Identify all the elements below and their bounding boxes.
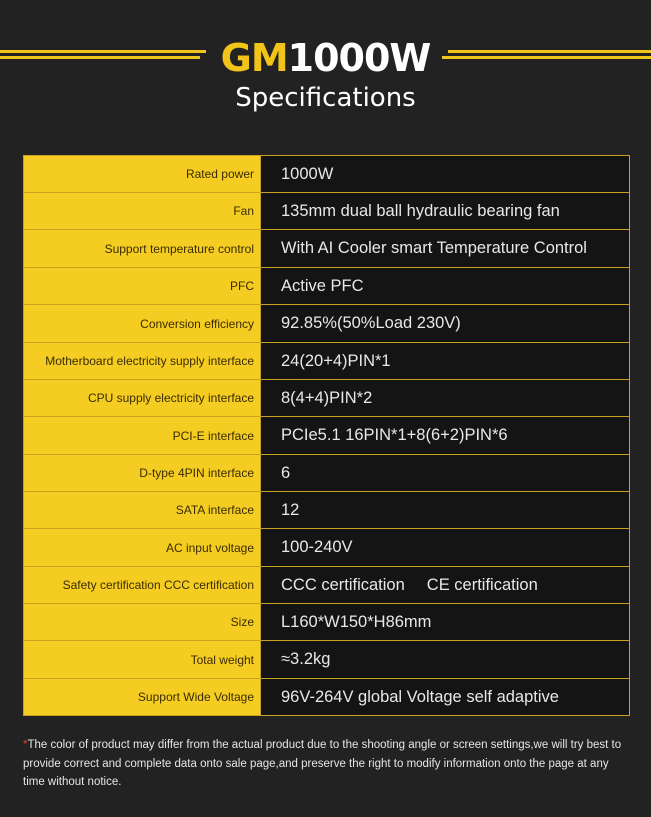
spec-value-text: L160*W150*H86mm: [281, 612, 432, 631]
spec-value-text-secondary: CE certification: [426, 575, 538, 594]
spec-value-text: 6: [281, 463, 291, 482]
spec-value: [260, 567, 629, 603]
spec-row: [24, 416, 629, 454]
spec-row: [24, 379, 629, 416]
spec-value: [260, 529, 629, 566]
page-subtitle: Specifications: [235, 83, 416, 113]
spec-value-text: 1000W: [281, 164, 334, 183]
spec-row: [24, 566, 629, 603]
spec-value-text: 135mm dual ball hydraulic bearing fan: [281, 201, 560, 220]
spec-value: [260, 417, 629, 454]
spec-label: SATA interface: [24, 492, 260, 528]
spec-value-text: 100-240V: [281, 538, 353, 556]
spec-value: [260, 230, 629, 267]
disclaimer-text: The color of product may differ from the actual product due to the shooting angle or screen settings,we will try best to provide correct and complete data onto sale page,and preserve the right to modify information onto the page at any time without notice.: [23, 739, 622, 788]
spec-row: [24, 640, 629, 678]
spec-value: [260, 268, 629, 304]
spec-value-text: Active PFC: [281, 276, 364, 295]
brand-model: 1000W: [287, 36, 431, 80]
spec-row: [24, 304, 629, 342]
spec-value-text: PCIe5.1 16PIN*1+8(6+2)PIN*6: [281, 426, 508, 444]
product-title: [0, 36, 651, 80]
spec-row: [24, 491, 629, 528]
spec-row: [24, 229, 629, 267]
spec-label: PCI-E interface: [24, 417, 260, 454]
spec-label: Support Wide Voltage: [24, 679, 260, 715]
disclaimer-note: [23, 736, 623, 792]
spec-label: PFC: [24, 268, 260, 304]
spec-row: [24, 192, 629, 229]
spec-row: [24, 267, 629, 304]
spec-label: Fan: [24, 193, 260, 229]
spec-label: CPU supply electricity interface: [24, 380, 260, 416]
spec-label: AC input voltage: [24, 529, 260, 566]
brand-prefix: GM: [220, 36, 288, 80]
spec-value-text: 92.85%(50%Load 230V): [281, 314, 461, 332]
spec-value: [260, 305, 629, 342]
spec-value: [260, 492, 629, 528]
spec-row: [24, 342, 629, 379]
header: [0, 0, 651, 140]
spec-value: [260, 604, 629, 640]
spec-label: Support temperature control: [24, 230, 260, 267]
spec-row: [24, 603, 629, 640]
spec-value: [260, 380, 629, 416]
spec-label: Motherboard electricity supply interface: [24, 343, 260, 379]
spec-label: Conversion efficiency: [24, 305, 260, 342]
spec-value-text: CCC certification: [281, 575, 405, 594]
spec-label: Safety certification CCC certification: [24, 567, 260, 603]
spec-value: [260, 193, 629, 229]
asterisk: *: [23, 739, 28, 751]
spec-row: [24, 454, 629, 491]
spec-value: [260, 679, 629, 715]
spec-value: [260, 156, 629, 192]
spec-value-text: With AI Cooler smart Temperature Control: [281, 239, 587, 257]
spec-value: [260, 343, 629, 379]
spec-label: D-type 4PIN interface: [24, 455, 260, 491]
spec-value-text: 8(4+4)PIN*2: [281, 388, 373, 407]
spec-label: Rated power: [24, 156, 260, 192]
spec-label: Size: [24, 604, 260, 640]
spec-value-text: 96V-264V global Voltage self adaptive: [281, 687, 559, 706]
spec-row: [24, 678, 629, 715]
specifications-table: [23, 155, 630, 716]
spec-value-text: ≈3.2kg: [281, 650, 331, 668]
spec-value: [260, 455, 629, 491]
spec-value-text: 24(20+4)PIN*1: [281, 351, 391, 370]
spec-row: [24, 528, 629, 566]
spec-label: Total weight: [24, 641, 260, 678]
spec-value-text: 12: [281, 500, 300, 519]
spec-value: [260, 641, 629, 678]
spec-row: [24, 156, 629, 192]
